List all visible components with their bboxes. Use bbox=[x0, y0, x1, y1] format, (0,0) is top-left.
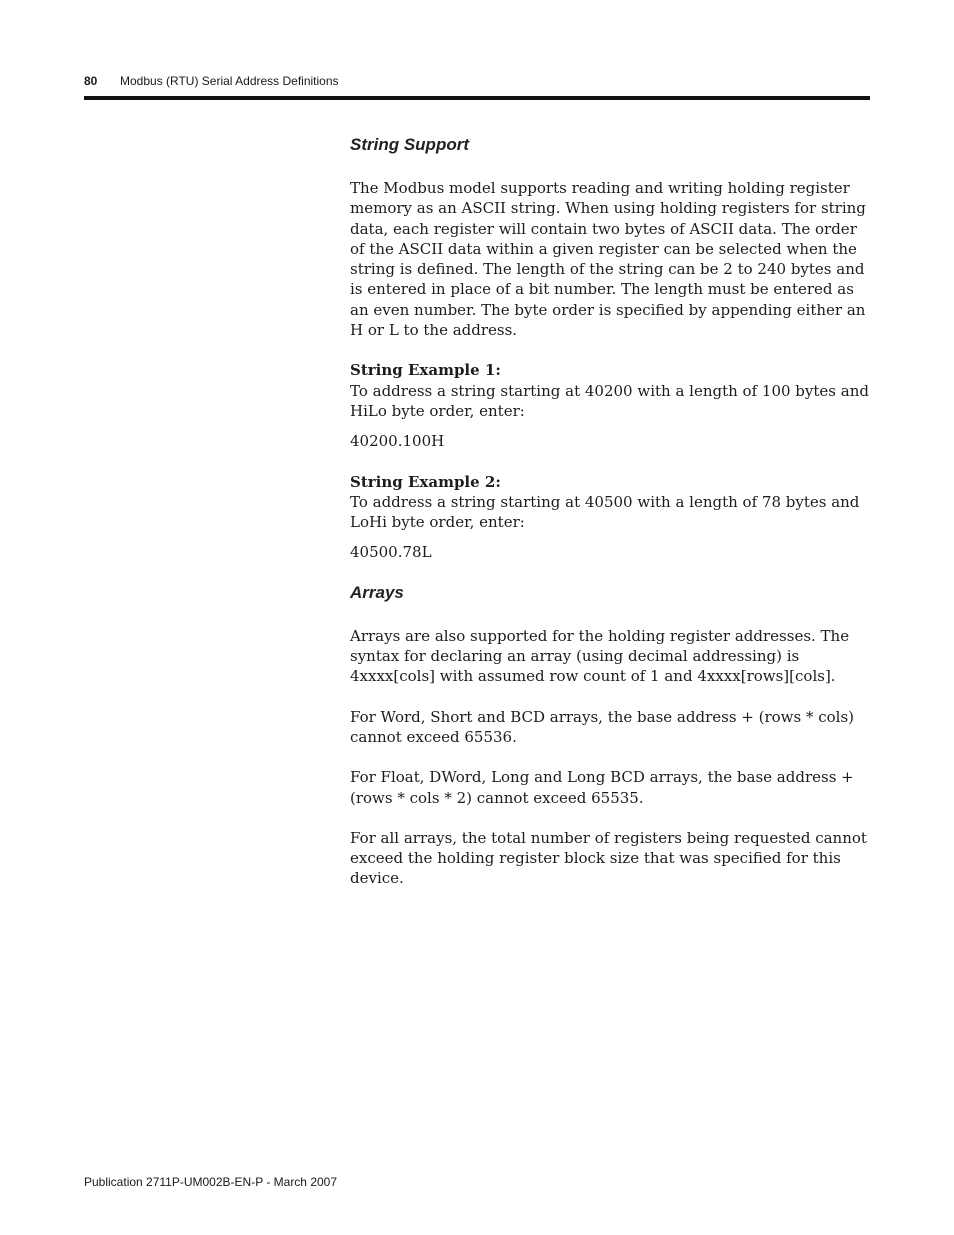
string-example-1-code: 40200.100H bbox=[350, 432, 445, 451]
arrays-paragraph-2: For Word, Short and BCD arrays, the base address + (rows * cols) cannot exceed 65536. bbox=[350, 707, 855, 746]
string-example-2-label: String Example 2: bbox=[350, 472, 501, 491]
page-footer: Publication 2711P-UM002B-EN-P - March 2007 bbox=[84, 1175, 338, 1189]
string-support-heading: String Support bbox=[350, 135, 469, 154]
arrays-heading: Arrays bbox=[350, 582, 404, 602]
string-example-2-text: To address a string starting at 40500 with a length of 78 bytes and LoHi byte order, enter: bbox=[350, 492, 860, 532]
page-number: 80 bbox=[84, 74, 98, 88]
arrays-paragraph-1: Arrays are also supported for the holding register addresses. The syntax for declaring an array (using decimal addressing) is 4xxxx[cols] with assumed row count of 1 and 4xxxx[rows][cols]. bbox=[350, 626, 850, 686]
string-example-1-text: To address a string starting at 40200 with a length of 100 bytes and HiLo byte order, enter: bbox=[350, 381, 869, 420]
header-rule bbox=[84, 96, 870, 100]
page-header bbox=[84, 72, 870, 92]
string-example-1-label: String Example 1: bbox=[350, 361, 501, 380]
string-support-paragraph: The Modbus model supports reading and writing holding register memory as an ASCII string. When using holding registers for string data, each register will contain two bytes of ASCII data. The order of the ASCII data within a given register can be selected when the string is defined. The length of the string can be 2 to 240 bytes and is entered in place of a bit number. The length must be entered as an even number. The byte order is specified by appending either an H or L to the address. bbox=[350, 179, 866, 340]
running-title: Modbus (RTU) Serial Address Definitions bbox=[120, 74, 339, 88]
main-content bbox=[350, 134, 870, 889]
arrays-paragraph-4: For all arrays, the total number of registers being requested cannot exceed the holding register block size that was specified for this device. bbox=[350, 828, 867, 888]
arrays-paragraph-3: For Float, DWord, Long and Long BCD arrays, the base address + (rows * cols * 2) cannot exceed 65535. bbox=[350, 768, 854, 807]
string-example-2-code: 40500.78L bbox=[350, 543, 432, 562]
